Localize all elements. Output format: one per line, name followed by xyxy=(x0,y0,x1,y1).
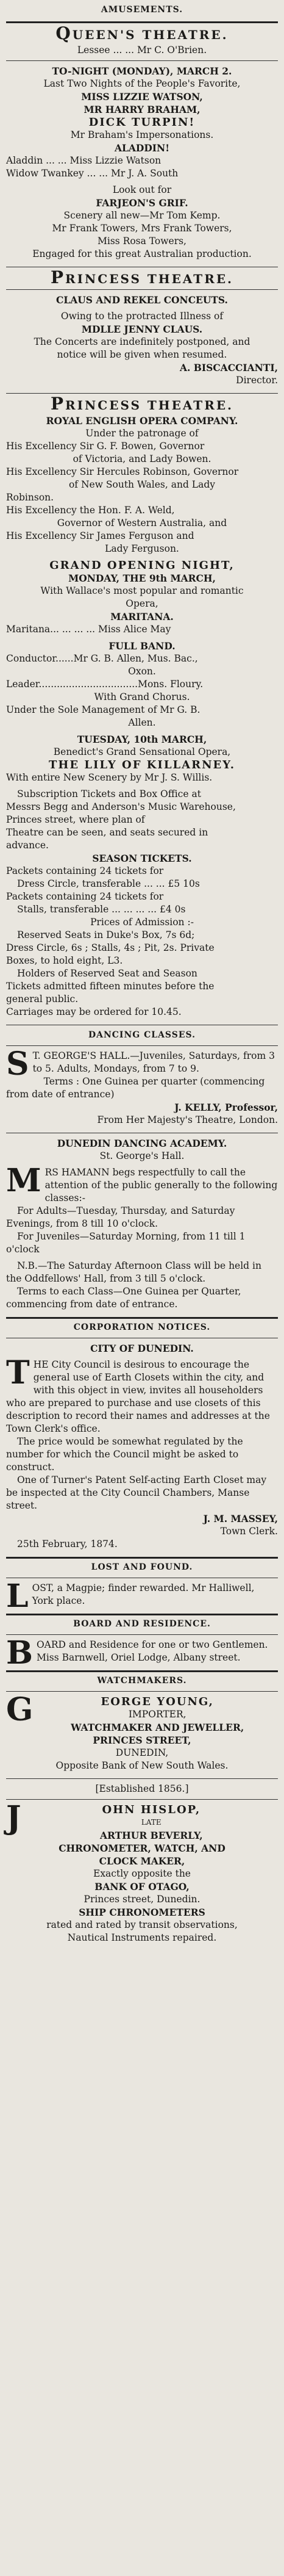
ad-title-text: UEEN'S THEATRE. xyxy=(72,27,229,42)
dropcap-paragraph xyxy=(6,1045,278,1083)
ad-john-hislop xyxy=(6,1799,278,1944)
ad-line: Owing to the protracted Illness of xyxy=(60,311,224,322)
ad-line: RS HAMANN begs respectfully to call the attention of the public generally to the following classes:- xyxy=(44,1167,278,1203)
ad-line: Boxes, to hold eight, L3. xyxy=(6,955,123,966)
ad-line: N.B.—The Saturday Afternoon Class will be held in the Oddfellows' Hall, from 3 till 5 o'clock. xyxy=(6,1260,261,1284)
ad-line: DICK TURPIN! xyxy=(88,116,196,129)
ad-line: Theatre can be seen, and seats secured in xyxy=(6,827,208,838)
notice-city-of-dunedin xyxy=(6,1342,278,1551)
divider xyxy=(6,1045,278,1046)
ad-line: Look out for xyxy=(112,184,172,195)
section-heading-board: BOARD AND RESIDENCE. xyxy=(73,1619,211,1629)
ad-line: Director. xyxy=(236,375,278,386)
dropcap: J xyxy=(6,1799,21,1836)
ad-line: Reserved Seats in Duke's Box, 7s 6d; xyxy=(17,929,195,940)
ad-line: Leader.................................Mons. Floury. xyxy=(6,679,204,690)
ad-line: MARITANA. xyxy=(110,611,174,622)
ad-line: Dress Circle, transferable ... ... £5 10s xyxy=(17,878,200,889)
section-heading-dancing: DANCING CLASSES. xyxy=(88,1030,196,1040)
ad-line: Dress Circle, 6s ; Stalls, 4s ; Pit, 2s. Private xyxy=(6,942,215,953)
divider xyxy=(6,1317,278,1319)
section-heading-lost-found: LOST AND FOUND. xyxy=(91,1562,193,1572)
ad-line: From Her Majesty's Theatre, London. xyxy=(97,1114,278,1125)
section-heading-corporation: CORPORATION NOTICES. xyxy=(73,1322,211,1332)
ad-dunedin-dancing-academy xyxy=(6,1137,278,1311)
divider xyxy=(6,1614,278,1615)
ad-line: Under the patronage of xyxy=(85,428,199,439)
divider xyxy=(6,1670,278,1672)
ad-line: TO-NIGHT (MONDAY), MARCH 2. xyxy=(52,65,232,77)
ad-line: IMPORTER, xyxy=(128,1709,186,1720)
ad-line: [Established 1856.] xyxy=(95,1783,189,1794)
ad-line: Messrs Begg and Anderson's Music Warehouse, xyxy=(6,801,236,812)
ad-line: general public. xyxy=(6,994,79,1005)
ad-line: OHN HISLOP, xyxy=(102,1803,201,1816)
ad-line: Exactly opposite the xyxy=(93,1868,191,1879)
ad-line: Maritana... ... ... ... Miss Alice May xyxy=(6,624,171,635)
ad-line: Mr Braham's Impersonations. xyxy=(70,129,214,140)
dropcap: B xyxy=(6,1634,33,1672)
ad-title-text: RINCESS THEATRE. xyxy=(65,398,234,413)
divider xyxy=(6,1634,278,1635)
ad-line: Town Clerk. xyxy=(220,1526,278,1537)
ad-board-residence xyxy=(6,1634,278,1672)
ad-line: Scenery all new—Mr Tom Kemp. xyxy=(63,210,221,221)
ad-lost-magpie xyxy=(6,1578,278,1615)
divider xyxy=(6,1778,278,1779)
ad-line: advance. xyxy=(6,840,49,851)
ad-line: Packets containing 24 tickets for xyxy=(6,865,164,876)
ad-line: BANK OF OTAGO, xyxy=(94,1881,190,1892)
ad-princess-theatre-concerts xyxy=(6,267,278,387)
ad-line: Princes street, Dunedin. xyxy=(83,1894,201,1905)
ad-line: His Excellency Sir G. F. Bowen, Governor xyxy=(6,441,205,452)
ad-line: The Concerts are indefinitely postponed, and xyxy=(34,336,250,347)
ad-line: Allen. xyxy=(128,717,156,728)
ad-line: With Grand Chorus. xyxy=(94,691,190,702)
notice-title: CITY OF DUNEDIN. xyxy=(90,1343,194,1354)
ad-line: Princes street, where plan of xyxy=(6,814,145,825)
ad-line: Miss Rosa Towers, xyxy=(98,236,186,247)
ad-line: PRINCES STREET, xyxy=(93,1734,191,1746)
ad-line: MDLLE JENNY CLAUS. xyxy=(81,323,203,335)
divider xyxy=(6,21,278,23)
divider xyxy=(6,1557,278,1559)
dropcap-paragraph xyxy=(6,1354,278,1435)
ad-line: Packets containing 24 tickets for xyxy=(6,891,164,902)
ad-line: The price would be somewhat regulated by the number for which the Council might be asked to construct. xyxy=(6,1436,243,1473)
ad-line: Engaged for this great Australian production. xyxy=(32,248,252,259)
ad-line: Lessee ... ... Mr C. O'Brien. xyxy=(77,45,207,56)
ad-line: OARD and Residence for one or two Gentlemen. Miss Barnwell, Oriel Lodge, Albany street. xyxy=(36,1639,268,1663)
ad-line: Holders of Reserved Seat and Season xyxy=(17,968,197,979)
ad-line: Robinson. xyxy=(6,492,54,503)
ad-line: SEASON TICKETS. xyxy=(92,853,192,864)
ad-line: St. George's Hall. xyxy=(99,1150,185,1161)
ad-line: Conductor......Mr G. B. Allen, Mus. Bac., xyxy=(6,653,198,664)
ad-line: T. GEORGE'S HALL.—Juveniles, Saturdays, from 3 to 5. Adults, Mondays, from 7 to 9. xyxy=(32,1050,275,1074)
ad-line: OST, a Magpie; finder rewarded. Mr Halliwell, York place. xyxy=(32,1582,255,1606)
ad-line: Benedict's Grand Sensational Opera, xyxy=(53,746,231,757)
dropcap: Q xyxy=(55,23,73,43)
ad-line: With Wallace's most popular and romantic xyxy=(40,585,244,596)
ad-line: A. BISCACCIANTI, xyxy=(179,362,278,373)
divider xyxy=(6,1799,278,1800)
ad-line: GRAND OPENING NIGHT, xyxy=(49,559,235,572)
ad-line: Subscription Tickets and Box Office at xyxy=(17,788,201,799)
ad-title xyxy=(6,23,278,43)
section-heading-amusements: AMUSEMENTS. xyxy=(101,5,183,15)
ad-line: MISS LIZZIE WATSON, xyxy=(81,91,203,103)
ad-line: Carriages may be ordered for 10.45. xyxy=(6,1006,182,1017)
dropcap-paragraph xyxy=(6,1162,278,1205)
ad-line: LATE xyxy=(141,1818,162,1827)
ad-title xyxy=(6,267,278,287)
ad-line: Under the Sole Management of Mr G. B. xyxy=(6,704,201,715)
ad-line: CLAUS AND REKEL CONCEUTS. xyxy=(56,294,228,306)
dropcap: G xyxy=(6,1691,34,1728)
ad-line: Oxon. xyxy=(128,666,156,677)
newspaper-column xyxy=(6,0,278,1944)
divider xyxy=(6,1691,278,1692)
ad-line: Widow Twankey ... ... Mr J. A. South xyxy=(6,168,179,179)
ad-line: WATCHMAKER AND JEWELLER, xyxy=(71,1722,244,1733)
ad-line: Stalls, transferable ... ... ... ... £4 0s xyxy=(17,904,186,915)
ad-st-georges-hall xyxy=(6,1045,278,1127)
ad-line: One of Turner's Patent Self-acting Earth Closet may be inspected at the City Council Chambers, Manse street. xyxy=(6,1474,267,1511)
ad-line: Prices of Admission :- xyxy=(90,917,194,928)
ad-line: HE City Council is desirous to encourage the general use of Earth Closets within the city, and with this object in view, invites all householders who are prepared to purchase and use closets of this description to record their names and addresses at the Town Clerk's office. xyxy=(6,1359,270,1434)
ad-line: J. KELLY, Professor, xyxy=(174,1102,278,1113)
ad-line: For Juveniles—Saturday Morning, from 11 till 1 o'clock xyxy=(6,1231,246,1255)
ad-title xyxy=(6,394,278,414)
divider xyxy=(6,393,278,394)
ad-line: Mr Frank Towers, Mrs Frank Towers, xyxy=(52,223,232,234)
ad-line: J. M. MASSEY, xyxy=(203,1513,278,1524)
ad-line: Terms : One Guinea per quarter (commencing from date of entrance) xyxy=(6,1076,265,1100)
ad-line: Opera, xyxy=(126,598,158,609)
ad-line: Last Two Nights of the People's Favorite, xyxy=(43,78,241,89)
ad-line: With entire New Scenery by Mr J. S. Willis. xyxy=(6,772,213,783)
divider xyxy=(6,289,278,290)
ad-line: For Adults—Tuesday, Thursday, and Saturday Evenings, from 8 till 10 o'clock. xyxy=(6,1205,235,1229)
ad-line: His Excellency the Hon. F. A. Weld, xyxy=(6,505,175,516)
ad-queens-theatre xyxy=(6,23,278,261)
ad-line: His Excellency Sir James Ferguson and xyxy=(6,530,194,541)
ad-line: EORGE YOUNG, xyxy=(101,1695,214,1708)
ad-line: rated and rated by transit observations, xyxy=(46,1919,238,1930)
divider xyxy=(6,60,278,61)
ad-line: of Victoria, and Lady Bowen. xyxy=(73,453,211,464)
ad-princess-theatre-opera xyxy=(6,394,278,1019)
ad-line: SHIP CHRONOMETERS xyxy=(79,1907,205,1918)
ad-line: of New South Wales, and Lady xyxy=(68,479,216,490)
ad-line: MONDAY, THE 9th MARCH, xyxy=(68,572,216,584)
ad-line: His Excellency Sir Hercules Robinson, Governor xyxy=(6,466,239,477)
ad-line: CLOCK MAKER, xyxy=(99,1855,185,1867)
ad-line: Tickets admitted fifteen minutes before the xyxy=(6,981,215,992)
ad-line: TUESDAY, 10th MARCH, xyxy=(77,734,207,745)
dropcap: S xyxy=(6,1045,29,1083)
dropcap-paragraph xyxy=(6,1634,278,1672)
ad-line: Lady Ferguson. xyxy=(105,543,179,554)
ad-line: CHRONOMETER, WATCH, AND xyxy=(59,1842,225,1854)
dropcap-paragraph xyxy=(6,1578,278,1615)
ad-george-young xyxy=(6,1691,278,1772)
ad-line: FARJEON'S GRIF. xyxy=(96,197,188,209)
dropcap: P xyxy=(50,394,66,414)
ad-line: DUNEDIN, xyxy=(115,1747,169,1758)
ad-line: Terms to each Class—One Guinea per Quarter, commencing from date of entrance. xyxy=(6,1286,241,1310)
ad-line: DUNEDIN DANCING ACADEMY. xyxy=(57,1138,227,1149)
ad-line: ROYAL ENGLISH OPERA COMPANY. xyxy=(46,415,238,427)
section-heading-watchmakers: WATCHMAKERS. xyxy=(97,1676,187,1686)
dropcap: T xyxy=(6,1354,30,1391)
dropcap: P xyxy=(50,267,66,287)
ad-title-text: RINCESS THEATRE. xyxy=(65,272,234,286)
ad-line: Governor of Western Australia, and xyxy=(57,518,227,529)
ad-line: ALADDIN! xyxy=(114,142,170,154)
ad-line: notice will be given when resumed. xyxy=(57,349,227,360)
ad-line: 25th February, 1874. xyxy=(17,1539,118,1550)
ad-line: THE LILY OF KILLARNEY. xyxy=(48,759,236,771)
ad-line: FULL BAND. xyxy=(108,640,176,652)
ad-line: MR HARRY BRAHAM, xyxy=(83,104,201,115)
ad-line: ARTHUR BEVERLY, xyxy=(99,1830,203,1841)
dropcap: M xyxy=(6,1162,41,1199)
ad-line: Opposite Bank of New South Wales. xyxy=(55,1760,229,1771)
ad-line: Nautical Instruments repaired. xyxy=(67,1932,217,1943)
dropcap: L xyxy=(6,1578,29,1615)
ad-line: Aladdin ... ... Miss Lizzie Watson xyxy=(6,155,162,166)
